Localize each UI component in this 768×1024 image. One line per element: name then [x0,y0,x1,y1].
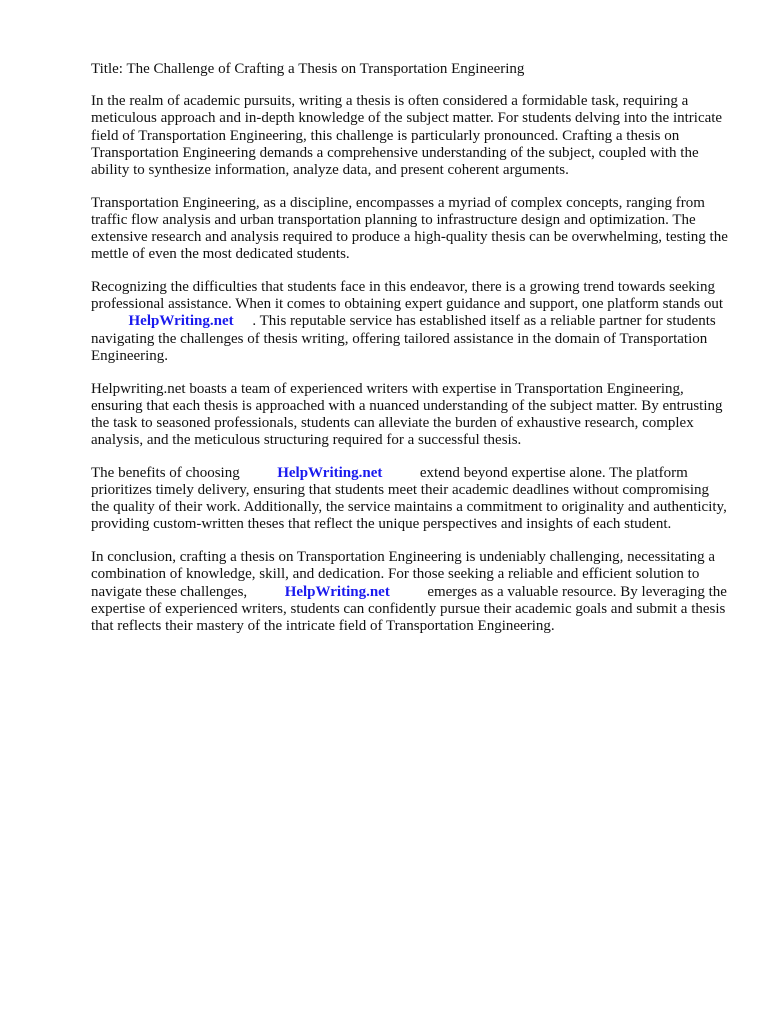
helpwriting-link-3[interactable]: HelpWriting.net [284,583,390,600]
paragraph-conclusion [91,549,731,635]
document-page [91,61,731,651]
document-title: Title: The Challenge of Crafting a Thesis on Transportation Engineering [91,61,525,77]
paragraph-benefits-text-start: The benefits of choosing [91,464,240,481]
paragraph-assistance-text-start: Recognizing the difficulties that students face in this endeavor, there is a growing trend towards seeking professional assistance. When it comes to obtaining expert guidance and support, one platform stands out [91,279,724,313]
paragraph-assistance [91,279,731,365]
paragraph-assistance-text-end: . This reputable service has established itself as a reliable partner for students navigating the challenges of thesis writing, offering tailored assistance in the domain of Transportation Engineering. [91,313,716,364]
paragraph-conclusion-text-end: emerges as a valuable resource. By leveraging the expertise of experienced writers, students can confidently pursue their academic goals and submit a thesis that reflects their mastery of the intricate field of Transportation Engineering. [91,583,727,634]
paragraph-benefits [91,465,731,534]
paragraph-intro: In the realm of academic pursuits, writing a thesis is often considered a formidable task, requiring a meticulous approach and in-depth knowledge of the subject matter. For students delving into the intricate field of Transportation Engineering, this challenge is particularly pronounced. Crafting a thesis on Transportation Engineering demands a comprehensive understanding of the subject, coupled with the ability to synthesize information, analyze data, and present coherent arguments. [91,93,723,179]
helpwriting-link-1[interactable]: HelpWriting.net [128,313,234,330]
paragraph-discipline: Transportation Engineering, as a discipline, encompasses a myriad of complex concepts, ranging from traffic flow analysis and urban transportation planning to infrastructure design and optimization. The extensive research and analysis required to produce a high-quality thesis can be overwhelming, testing the mettle of even the most dedicated students. [91,194,728,263]
paragraph-conclusion-text-start: In conclusion, crafting a thesis on Transportation Engineering is undeniably challenging, necessitating a combination of knowledge, skill, and dedication. For those seeking a reliable and efficient solution to navigate these challenges, [91,549,716,600]
paragraph-team: Helpwriting.net boasts a team of experienced writers with expertise in Transportation Engineering, ensuring that each thesis is approached with a nuanced understanding of the subject matter. By entrusting the task to seasoned professionals, students can alleviate the burden of exhaustive research, complex analysis, and the meticulous structuring required for a successful thesis. [91,380,723,449]
helpwriting-link-2[interactable]: HelpWriting.net [277,464,383,481]
paragraph-benefits-text-end: extend beyond expertise alone. The platform prioritizes timely delivery, ensuring that students meet their academic deadlines without compromising the quality of their work. Additionally, the service maintains a commitment to originality and authenticity, providing custom-written theses that reflect the unique perspectives and insights of each student. [91,464,727,533]
